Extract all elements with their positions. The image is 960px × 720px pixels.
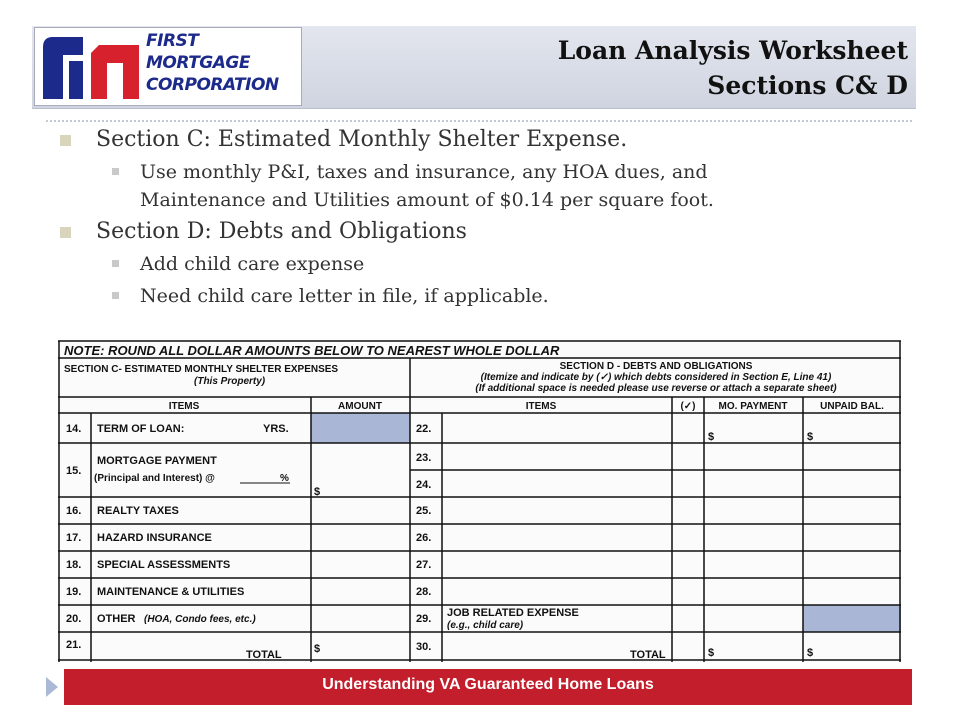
dollar-sign: $ [708, 647, 715, 659]
title-line-1: Loan Analysis Worksheet [557, 36, 908, 65]
sub-bullet-square-icon [112, 292, 119, 299]
percent-sign: % [280, 473, 289, 484]
line-number: 16. [66, 505, 82, 517]
other-sub-label: (HOA, Condo fees, etc.) [144, 614, 256, 625]
hazard-insurance-label: HAZARD INSURANCE [97, 532, 212, 544]
line-number: 26. [416, 532, 432, 544]
logo-mark-icon [39, 31, 143, 103]
sub-bullet-child-care [56, 250, 836, 278]
col-header-items-d: ITEMS [525, 401, 557, 412]
line-number: 19. [66, 586, 82, 598]
dollar-sign: $ [807, 431, 814, 443]
bullet-square-icon [60, 227, 71, 238]
line-number: 22. [416, 423, 432, 435]
job-related-expense-label: JOB RELATED EXPENSE [447, 607, 579, 619]
job-related-sub-label: (e.g., child care) [447, 620, 524, 631]
bullet-list [56, 126, 836, 314]
page-title [558, 33, 908, 103]
dollar-sign: $ [708, 431, 715, 443]
sub-bullet-text: Need child care letter in file, if applicable. [140, 285, 549, 307]
unpaid-shaded-cell [803, 605, 901, 632]
col-header-unpaid: UNPAID BAL. [820, 401, 884, 412]
dollar-sign: $ [314, 643, 321, 655]
col-header-amount: AMOUNT [338, 401, 382, 412]
col-header-items: ITEMS [168, 401, 200, 412]
footer-banner: Understanding VA Guaranteed Home Loans [64, 669, 912, 705]
bullet-text: Section C: Estimated Monthly Shelter Expense. [96, 127, 628, 152]
line-number: 24. [416, 479, 432, 491]
line-number: 15. [66, 465, 82, 477]
other-label: OTHER [97, 613, 136, 625]
form-note: NOTE: ROUND ALL DOLLAR AMOUNTS BELOW TO NEAREST WHOLE DOLLAR [64, 343, 560, 358]
logo-word-3: CORPORATION [146, 75, 279, 95]
special-assessments-label: SPECIAL ASSESSMENTS [97, 559, 231, 571]
sub-bullet-letter [56, 282, 836, 310]
line-number: 23. [416, 452, 432, 464]
line-number: 25. [416, 505, 432, 517]
col-header-payment: MO. PAYMENT [718, 401, 788, 412]
line-number: 20. [66, 613, 82, 625]
sub-bullet-text: Add child care expense [140, 253, 365, 275]
sub-bullet-square-icon [112, 168, 119, 175]
term-of-loan-label: TERM OF LOAN: [97, 423, 185, 435]
sub-bullet-text: Use monthly P&I, taxes and insurance, any HOA dues, and Maintenance and Utilities amount of $0.14 per square foot. [140, 161, 714, 211]
yrs-label: YRS. [263, 423, 289, 435]
dollar-sign: $ [314, 486, 321, 498]
header-divider [46, 120, 912, 122]
section-d-subtitle-2: (If additional space is needed please use reverse or attach a separate sheet) [475, 383, 837, 394]
line-number: 30. [416, 641, 432, 653]
bullet-text: Section D: Debts and Obligations [96, 219, 467, 244]
total-label-c: TOTAL [246, 649, 282, 661]
line-number: 27. [416, 559, 432, 571]
maintenance-utilities-label: MAINTENANCE & UTILITIES [97, 586, 245, 598]
line-number: 29. [416, 613, 432, 625]
section-c-subtitle: (This Property) [194, 376, 266, 387]
bullet-section-d [56, 218, 836, 246]
amount-shaded-cell [311, 413, 410, 443]
logo-word-1: FIRST [146, 31, 199, 51]
title-line-2: Sections C& D [707, 71, 908, 100]
bullet-section-c [56, 126, 836, 154]
line-number: 21. [66, 639, 82, 651]
line-number: 18. [66, 559, 82, 571]
col-header-check: (✓) [680, 401, 696, 412]
mortgage-payment-label: MORTGAGE PAYMENT [97, 455, 217, 467]
sub-bullet-shelter [56, 158, 836, 214]
logo-word-2: MORTGAGE [146, 53, 250, 73]
section-d-title: SECTION D - DEBTS AND OBLIGATIONS [559, 361, 753, 372]
footer-arrow-icon [46, 677, 58, 697]
realty-taxes-label: REALTY TAXES [97, 505, 179, 517]
line-number: 14. [66, 423, 82, 435]
section-d-subtitle-1: (Itemize and indicate by (✓) which debts considered in Section E, Line 41) [480, 372, 832, 383]
section-c-title: SECTION C- ESTIMATED MONTHLY SHELTER EXPENSES [64, 364, 339, 375]
dollar-sign: $ [807, 647, 814, 659]
company-logo [34, 27, 302, 106]
sub-bullet-square-icon [112, 260, 119, 267]
mortgage-sub-label: (Principal and Interest) @ [94, 473, 215, 484]
bullet-square-icon [60, 135, 71, 146]
total-label-d: TOTAL [630, 649, 666, 661]
loan-worksheet-form [58, 340, 901, 662]
line-number: 28. [416, 586, 432, 598]
line-number: 17. [66, 532, 82, 544]
